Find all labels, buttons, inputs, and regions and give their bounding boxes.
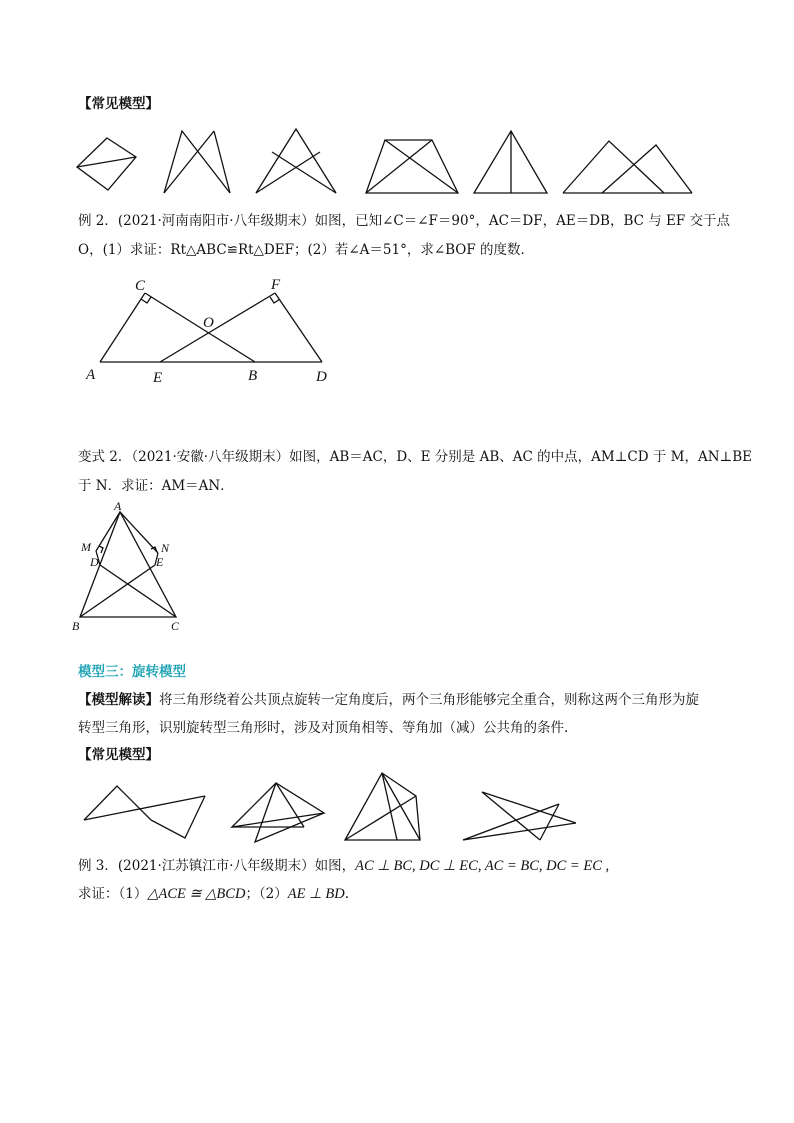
model3-title: 模型三：旋转模型 <box>78 664 186 680</box>
label-F: F <box>271 277 281 293</box>
label-D: D <box>90 555 99 569</box>
label-C: C <box>171 619 180 633</box>
label-M: M <box>81 540 91 554</box>
example2-line1: 例 2．(2021·河南南阳市·八年级期末）如图，已知∠C＝∠F＝90°，AC＝DF，AE＝DB，BC 与 EF 交于点 <box>78 213 731 229</box>
example3-line1-prefix: 例 3．(2021·江苏镇江市·八年级期末）如图， <box>78 858 356 874</box>
rotation-figure-4 <box>463 792 576 840</box>
label-B: B <box>248 368 258 384</box>
example3-conditions: AC ⊥ BC, DC ⊥ EC, AC = BC, DC = EC , <box>355 858 610 874</box>
example3-line2-mid: ；（2） <box>245 886 288 902</box>
label-E: E <box>153 370 163 386</box>
rotation-figure-3 <box>345 773 420 840</box>
example3-line2-prefix: 求证：（1） <box>78 886 148 902</box>
model3-reading-text1: 将三角形绕着公共顶点旋转一定角度后，两个三角形能够完全重合，则称这两个三角形为旋 <box>159 692 699 708</box>
label-O: O <box>203 315 214 331</box>
label-N: N <box>161 541 170 555</box>
rotation-figure-1 <box>84 786 205 838</box>
example3-line2 <box>78 884 349 904</box>
example3-line1 <box>78 856 609 876</box>
variant2-line1: 变式 2．（2021·安徽·八年级期末）如图，AB＝AC，D、E 分别是 AB、AC 的中点，AM⊥CD 于 M，AN⊥BE <box>78 449 752 465</box>
variant2-line2: 于 N．求证：AM＝AN． <box>78 478 234 494</box>
label-A: A <box>86 367 96 383</box>
label-B: B <box>72 619 80 633</box>
label-A: A <box>114 499 122 513</box>
example3-line2-end: . <box>344 886 350 902</box>
label-C: C <box>135 278 146 294</box>
rotation-figure-2 <box>232 783 324 842</box>
model3-reading-label: 【模型解读】 <box>78 692 159 708</box>
label-E: E <box>156 555 164 569</box>
example3-claim1: △ACE ≅ △BCD <box>147 886 246 902</box>
model3-common-models-label: 【常见模型】 <box>78 747 159 763</box>
example2-line2: O，(1）求证：Rt△ABC≌Rt△DEF；(2）若∠A＝51°，求∠BOF 的度数． <box>78 242 535 258</box>
label-D: D <box>316 369 327 385</box>
example3-claim2: AE ⊥ BD <box>287 886 345 902</box>
common-models-label: 【常见模型】 <box>78 96 159 112</box>
model3-reading-line2: 转型三角形，识别旋转型三角形时，涉及对顶角相等、等角加（减）公共角的条件. <box>78 720 569 736</box>
